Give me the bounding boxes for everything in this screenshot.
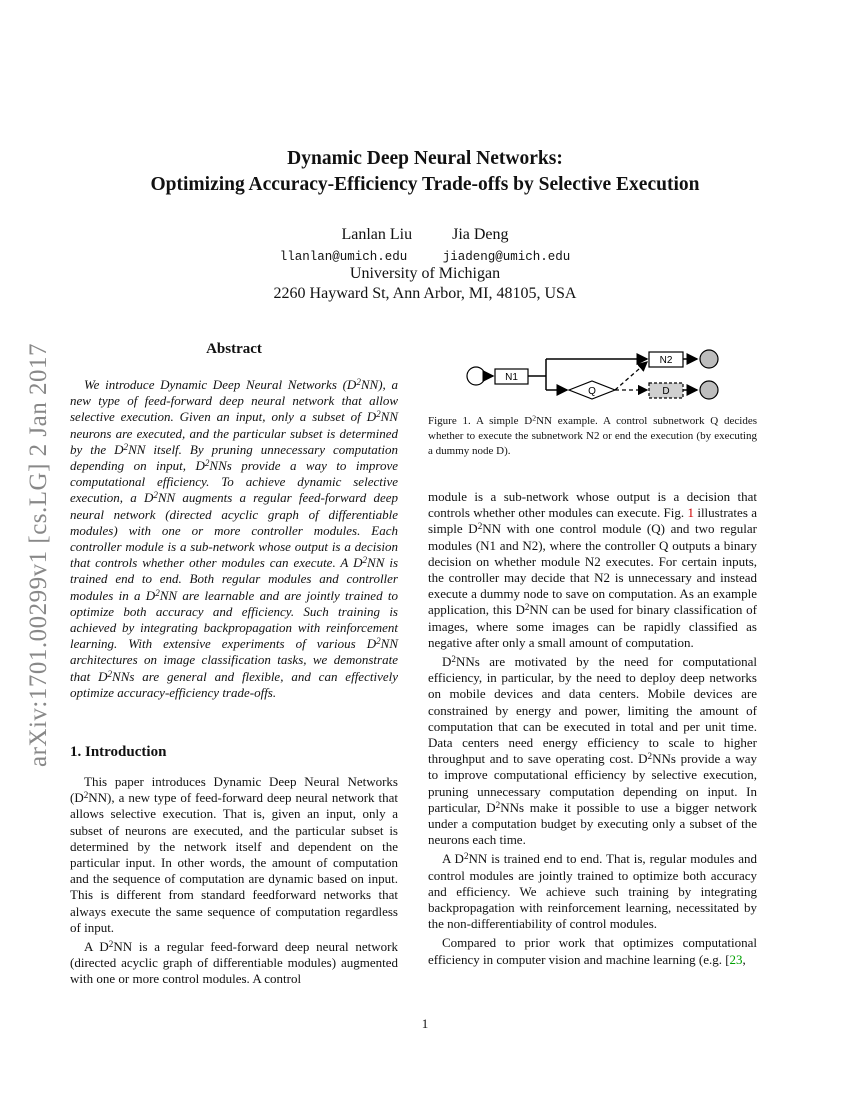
n2-label: N2 <box>659 355 673 366</box>
figure-1-link[interactable]: 1 <box>687 505 694 521</box>
q-label: Q <box>588 386 596 397</box>
email-2[interactable]: jiadeng@umich.edu <box>442 250 571 264</box>
author-names <box>0 226 850 244</box>
right-paragraph-1: module is a sub-network whose output is a decision that controls whether other modules can execute. Fig. 1 illustrates a simple $D^2NN$ with one control module (Q) and two regular modules (N1 and N2), where the controller Q outputs a binary decision on whether module N2 executes. For certain inputs, the controller may decide that N2 is unnecessary and instead execute a dummy node to save on computation. As an example application, this $D^2NN$ can be used for binary classification of images, where some images can be rapidly classified as negative after only a small amount of computation. <box>428 489 757 650</box>
right-paragraph-2: $D^2NNs$ are motivated by the need for computational efficiency, in particular, by the need to deploy deep networks on mobile devices and data centers. Mobile devices are constrained by energy and power, limiting the amount of computation that can be executed in total and per unit time. Data centers need energy efficiency to scale to higher throughput and to save operating cost. $D^2NNs$ provide a way to improve computational efficiency by selective execution, pruning unnecessary computation depending on input. In particular, $D^2NNs$ make it possible to use a bigger network under a computation budget by executing only a subset of the neurons each time. <box>428 653 758 848</box>
title-line-2: Optimizing Accuracy-Efficiency Trade-offs by Selective Execution <box>150 174 700 195</box>
arxiv-identifier: arXiv:1701.00299v1 [cs.LG] 2 Jan 2017 <box>25 343 52 767</box>
right-column-body <box>428 489 757 968</box>
abstract-body: We introduce Dynamic Deep Neural Networks $(D^2NN)$, a new type of feed-forward deep neural network that allow selective execution. Given an input, only a subset of $D^2NN$ neurons are executed, and the particular subset is determined by the $D^2NN$ itself. By pruning unnecessary computation depending on input, $D^2NNs$ provide a way to improve computational efficiency. To achieve dynamic selective execution, a $D^2NN$ augments a regular feed-forward deep neural network (directed acyclic graph of differentiable modules) with one or more controller modules. Each controller module is a sub-network whose output is a decision that controls whether other modules can execute. A $D^2NN$ is trained end to end. Both regular modules and controller modules in a $D^2NN$ are learnable and are jointly trained to optimize both accuracy and efficiency. Such training is achieved by integrating backpropagation with reinforcement learning. With extensive experiments of various $D^2NN$ architectures on image classification tasks, we demonstrate that $D^2NNs$ are general and flexible, and can effectively optimize accuracy-efficiency trade-offs. <box>70 376 399 700</box>
output-node-2 <box>700 381 718 399</box>
citation-23-link[interactable]: 23 <box>729 951 743 967</box>
author-1: Lanlan Liu <box>341 226 413 243</box>
output-node-1 <box>700 350 718 368</box>
affiliation <box>0 264 850 304</box>
page-number: 1 <box>421 1016 429 1031</box>
email-1[interactable]: llanlan@umich.edu <box>279 250 408 264</box>
author-2: Jia Deng <box>452 226 509 243</box>
institution: University of Michigan <box>349 265 501 282</box>
intro-paragraph-2: A $D^2NN$ is a regular feed-forward deep neural network (directed acyclic graph of differentiable modules) augmented with one or more control modules. A control <box>70 938 398 987</box>
figure-1-caption: Figure 1. A simple $D^2NN$ example. A control subnetwork Q decides whether to execute the subnetwork N2 or end the execution (by executing a dummy node D). <box>428 413 757 457</box>
paper-title <box>60 146 790 198</box>
right-paragraph-4: Compared to prior work that optimizes computational efficiency in computer vision and machine learning (e.g. [23, <box>428 935 757 967</box>
right-paragraph-3: A $D^2NN$ is trained end to end. That is, regular modules and control modules are jointly trained to optimize both accuracy and efficiency. We achieve such training by integrating backpropagation with reinforcement learning, necessitated by the non-differentiability of control modules. <box>428 851 757 932</box>
introduction-body <box>70 774 398 988</box>
section-heading-introduction: 1. Introduction <box>70 744 167 760</box>
intro-paragraph-1: This paper introduces Dynamic Deep Neural Networks $(D^2NN)$, a new type of feed-forward deep neural network that allows selective execution. That is, given an input, only a subset of neurons are executed, and the particular subset is determined by the network itself and dependent on the particular input. In other words, the amount of computation and the sequence of computation are dynamic based on input. This is different from standard feedforward networks that always execute the same sequence of computation regardless of input. <box>70 774 398 935</box>
title-line-1: Dynamic Deep Neural Networks: <box>287 148 563 169</box>
figure-1-diagram <box>455 345 735 405</box>
abstract-heading: Abstract <box>206 341 262 357</box>
input-node <box>467 367 485 385</box>
n1-label: N1 <box>505 372 518 383</box>
d-label: D <box>662 386 670 397</box>
author-emails <box>0 250 850 264</box>
address: 2260 Hayward St, Ann Arbor, MI, 48105, USA <box>273 285 577 302</box>
